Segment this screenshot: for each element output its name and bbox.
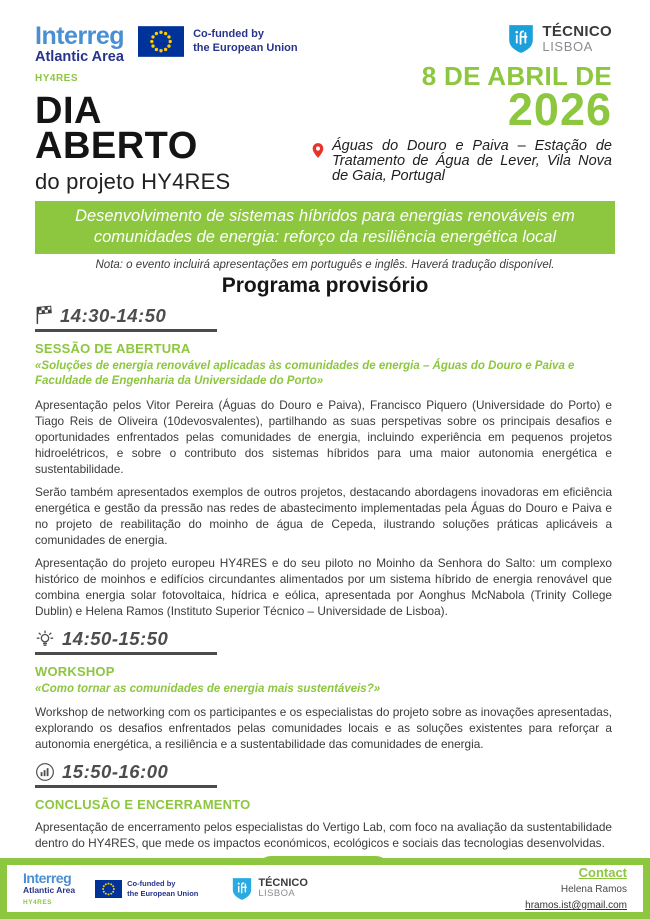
session3-time-row xyxy=(35,761,217,788)
program-content xyxy=(0,305,650,888)
eu-cofunded-line1: Co-funded by xyxy=(193,28,264,40)
footer-eu-cofunded-logo xyxy=(95,879,198,898)
contact-link[interactable]: Contact xyxy=(578,865,627,880)
footer-eu-line2: the European Union xyxy=(127,888,199,898)
session1-paragraph-3: Apresentação do projeto europeu HY4RES e do seu piloto no Moinho da Senhora do Salto: um complexo histórico de moinhos e edifícios circundantes alimentados por um sistema híbrido de energia renovável que combina energia solar fotovoltaica, hídrica e eólica, apresentada por Aonghus McNabola (Trinity College Dublin) e Helena Ramos (Instituto Superior Técnico – Universidade de Lisboa). xyxy=(35,555,612,618)
tecnico-name: TÉCNICO xyxy=(542,23,612,41)
tecnico-city: LISBOA xyxy=(542,39,593,55)
lightbulb-icon xyxy=(35,629,55,649)
event-location xyxy=(310,139,612,185)
session2-paragraph-1: Workshop de networking com os participantes e os especialistas do projeto sobre as inovações apresentadas, explorando os desafios enfrentados pelas comunidades locais e as soluções existentes para reforçar a autonomia energética, a resiliência e a sustentabilidade das comunidades de energia. xyxy=(35,705,612,752)
event-date-year: 2026 xyxy=(507,84,612,135)
language-note: Nota: o evento incluirá apresentações em português e inglês. Haverá tradução disponível. xyxy=(95,258,555,271)
theme-banner: Desenvolvimento de sistemas híbridos para energias renováveis em comunidades de energia: reforço da resiliência energética local xyxy=(35,201,615,253)
session3-title: CONCLUSÃO E ENCERRAMENTO xyxy=(35,797,251,813)
footer-tecnico-logo xyxy=(232,877,308,901)
contact-email-link[interactable]: hramos.ist@gmail.com xyxy=(525,900,627,911)
interreg-brand-text: Interreg xyxy=(35,22,125,50)
program-heading: Programa provisório xyxy=(221,273,429,297)
session1-time-row xyxy=(35,305,217,332)
footer-eu-cofunded-text xyxy=(127,879,198,898)
footer-interreg-brand: Interreg xyxy=(23,870,72,887)
interreg-logo xyxy=(35,24,124,84)
session1-time: 14:30-14:50 xyxy=(60,304,167,326)
page-title-line2: ABERTO xyxy=(35,125,198,168)
footer-eu-line1: Co-funded by xyxy=(127,879,176,889)
presentation-chart-icon xyxy=(35,762,55,782)
footer-tecnico-name: TÉCNICO xyxy=(258,876,308,889)
event-location-text: Águas do Douro e Paiva – Estação de Tratamento de Água de Lever, Vila Nova de Gaia, Portugal xyxy=(332,137,612,185)
session3-paragraph-1: Apresentação de encerramento pelos especialistas do Vertigo Lab, com foco na avaliação da sustentabilidade dentro do HY4RES, que mede os impactos económicos, ecológicos e sociais das tecnologias desenvolvidas. xyxy=(35,820,612,851)
footer-tecnico-shield-icon xyxy=(232,877,252,901)
footer-tecnico-city: LISBOA xyxy=(258,888,296,900)
session1-title: SESSÃO DE ABERTURA xyxy=(35,340,191,356)
session3-time: 15:50-16:00 xyxy=(62,761,169,783)
eu-cofunded-text xyxy=(193,26,298,56)
contact-name: Helena Ramos xyxy=(560,884,627,895)
session1-subtitle: «Soluções de energia renovável aplicadas às comunidades de energia – Águas do Douro e Paiva e Faculdade de Engenharia da Universidade do Porto» xyxy=(35,359,575,388)
header-right xyxy=(307,24,612,195)
session2-subtitle: «Como tornar as comunidades de energia mais sustentáveis?» xyxy=(35,682,381,695)
footer-tecnico-wordmark xyxy=(258,878,308,900)
footer-contact xyxy=(525,864,627,913)
page-title-line1: DIA xyxy=(35,90,102,133)
footer-eu-flag-icon xyxy=(95,880,122,898)
header-left xyxy=(35,24,298,195)
interreg-area-text: Atlantic Area xyxy=(35,49,124,65)
event-date-line1: 8 DE ABRIL DE xyxy=(421,61,612,91)
session2-title: WORKSHOP xyxy=(35,663,115,679)
tecnico-wordmark xyxy=(542,24,612,53)
footer-interreg-area: Atlantic Area xyxy=(23,885,76,896)
eu-cofunded-logo xyxy=(138,26,298,57)
footer-interreg-logo xyxy=(23,871,75,905)
checkered-flag-icon xyxy=(35,305,53,326)
footer xyxy=(0,858,650,919)
hy4res-label: HY4RES xyxy=(35,73,79,85)
footer-hy4res-label: HY4RES xyxy=(23,898,53,906)
title-block xyxy=(35,90,298,195)
session1-paragraph-1: Apresentação pelos Vitor Pereira (Águas do Douro e Paiva), Francisco Piquero (Universidade do Porto) e Tiago Reis de Oliveira (10devosvalentes), partilhando as suas perspetivas sobre os principais desafios e oportunidades enfrentados pelas comunidades de energia, incluindo experiência em pequenos projetos hidroelétricos, e sobre o contributo dos sistemas híbridos para uma maior autonomia energética e sustentabilidade. xyxy=(35,397,612,476)
location-pin-icon xyxy=(310,140,326,161)
eu-cofunded-line2: the European Union xyxy=(193,41,298,54)
session1-paragraph-2: Serão também apresentados exemplos de outros projetos, destacando abordagens inovadoras em eficiência energética e gestão da pressão nas redes de abastecimento implementadas pela Águas do Douro e Paiva e no projeto de reabilitação do moinho de água de Cepeda, ilustrando soluções práticas aplicáveis a comunidades de energia. xyxy=(35,484,612,547)
tecnico-logo xyxy=(508,24,612,54)
logo-row xyxy=(35,24,298,84)
header xyxy=(0,0,650,195)
session2-time: 14:50-15:50 xyxy=(62,627,169,649)
tecnico-shield-icon xyxy=(508,24,534,54)
footer-inner xyxy=(7,865,643,912)
session2-time-row xyxy=(35,628,217,655)
page-title-subtitle: do projeto HY4RES xyxy=(35,169,231,195)
eu-flag-icon xyxy=(138,26,184,57)
